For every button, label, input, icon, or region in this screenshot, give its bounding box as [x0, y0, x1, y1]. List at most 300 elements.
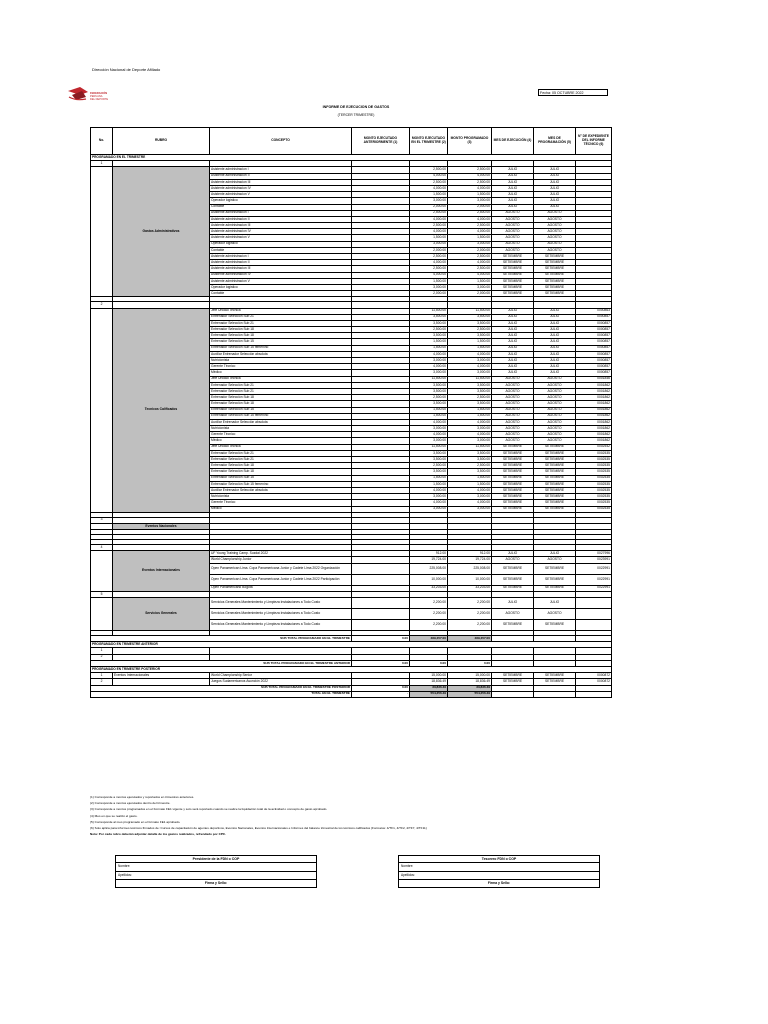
mes-programacion-cell: AGOSTO — [534, 401, 576, 407]
concepto-cell: Entrenador Selección Sub 18 — [210, 327, 352, 333]
monto-trimestre-cell: 3,500.00 — [410, 450, 448, 456]
concepto-cell: Operador logistico — [210, 284, 352, 290]
footnote-bold: Nota: Por cada rubro deberán adjuntar detalle de los gastos realizados, refrendado por CPC. — [90, 832, 226, 837]
concepto-cell: Auxiliar Entrenador Selección absoluta — [210, 419, 352, 425]
col-no: No. — [91, 128, 113, 155]
monto-trimestre-cell: 2,000.00 — [410, 204, 448, 210]
monto-programado-cell: 3,500.00 — [448, 450, 492, 456]
mes-ejecucion-cell: JULIO — [492, 358, 534, 364]
mes-programacion-cell: JULIO — [534, 327, 576, 333]
concepto-cell: Contable — [210, 247, 352, 253]
monto-programado-cell: 3,000.00 — [448, 370, 492, 376]
expediente-cell: 0002535 — [576, 475, 612, 481]
mes-programacion-cell: AGOSTO — [534, 241, 576, 247]
concepto-cell: Asistente administracion II — [210, 260, 352, 266]
signature-box-treasurer — [398, 855, 600, 888]
monto-programado-cell: 3,500.00 — [448, 314, 492, 320]
concepto-cell: Entrenador Selección Sub 18 — [210, 401, 352, 407]
mes-ejecucion-cell: AGOSTO — [492, 235, 534, 241]
col-concepto: CONCEPTO — [210, 128, 352, 155]
mes-ejecucion-cell: SETIEMBRE — [492, 487, 534, 493]
mes-ejecucion-cell: SETIEMBRE — [492, 272, 534, 278]
mes-ejecucion-cell: SETIEMBRE — [492, 463, 534, 469]
monto-trimestre-cell: 1,500.00 — [410, 235, 448, 241]
monto-trimestre-cell: 3,500.00 — [410, 314, 448, 320]
mes-programacion-cell: JULIO — [534, 314, 576, 320]
mes-programacion-cell: JULIO — [534, 339, 576, 345]
monto-programado-cell: 33,203.00 — [448, 585, 492, 591]
mes-ejecucion-cell: AGOSTO — [492, 401, 534, 407]
mes-programacion-cell: SETIEMBRE — [534, 284, 576, 290]
subtotal-programado: 554,256.49 — [448, 691, 492, 697]
empty-cell — [91, 167, 113, 297]
monto-trimestre-cell: 18,836.49 — [410, 679, 448, 685]
expediente-cell: 0002535 — [576, 500, 612, 506]
monto-trimestre-cell: 3,500.00 — [410, 320, 448, 326]
subtotal-trimestre: 0.00 — [410, 660, 448, 666]
subtotal-trimestre: 33,836.49 — [410, 685, 448, 691]
empty-cell — [91, 598, 113, 631]
monto-trimestre-cell: 3,000.00 — [410, 370, 448, 376]
monto-programado-cell: 10,000.00 — [448, 574, 492, 585]
col-mes-ejecucion: MES DE EJECUCIÓN (4) — [492, 128, 534, 155]
col-rubro: RUBRO — [113, 128, 210, 155]
mes-programacion-cell: AGOSTO — [534, 438, 576, 444]
monto-trimestre-cell: 2,500.00 — [410, 395, 448, 401]
subtotal-anterior: 0.00 — [352, 636, 410, 642]
monto-programado-cell: 4,000.00 — [448, 351, 492, 357]
expediente-cell: 0000872 — [576, 673, 612, 679]
monto-programado-cell: 2,200.00 — [448, 598, 492, 609]
mes-programacion-cell: AGOSTO — [534, 382, 576, 388]
mes-ejecucion-cell: JULIO — [492, 320, 534, 326]
expediente-cell: 0002535 — [576, 469, 612, 475]
group-number: 1 — [91, 161, 113, 167]
monto-programado-cell: 2,200.00 — [448, 620, 492, 631]
monto-programado-cell: 2,500.00 — [448, 266, 492, 272]
mes-ejecucion-cell: AGOSTO — [492, 609, 534, 620]
monto-programado-cell: 3,500.00 — [448, 388, 492, 394]
subtotal-anterior: 0.00 — [352, 660, 410, 666]
section-label: PROGRAMADO EN EL TRIMESTRE — [91, 155, 612, 161]
expediente-cell: 0000857 — [576, 339, 612, 345]
mes-ejecucion-cell: SETIEMBRE — [492, 506, 534, 512]
col-mes-programacion: MES DE PROGRAMACIÓN (5) — [534, 128, 576, 155]
mes-programacion-cell: JULIO — [534, 167, 576, 173]
monto-programado-cell: 225,008.00 — [448, 563, 492, 574]
mes-ejecucion-cell: JULIO — [492, 327, 534, 333]
monto-anterior-cell — [352, 609, 410, 620]
rubro-label: Servicios Generales — [113, 598, 210, 631]
mes-ejecucion-cell: AGOSTO — [492, 229, 534, 235]
monto-trimestre-cell: 1,500.00 — [410, 345, 448, 351]
mes-ejecucion-cell: AGOSTO — [492, 557, 534, 563]
subtotal-programado: 489,457.00 — [448, 636, 492, 642]
concepto-cell: Juegos Sudamericanos Asunción 2022 — [210, 679, 352, 685]
mes-programacion-cell: SETIEMBRE — [534, 278, 576, 284]
expediente-cell: 0001862 — [576, 426, 612, 432]
signature-surname-label: Apellidos: — [116, 872, 316, 881]
mes-ejecucion-cell: SETIEMBRE — [492, 679, 534, 685]
group-number: 5 — [91, 591, 113, 597]
monto-programado-cell: 2,500.00 — [448, 327, 492, 333]
concepto-cell: Médico — [210, 506, 352, 512]
concepto-cell: Entrenador Selección Sub 15 — [210, 407, 352, 413]
mes-ejecucion-cell: AGOSTO — [492, 395, 534, 401]
concepto-cell: Jefe Unidad Tecnica — [210, 376, 352, 382]
monto-anterior-cell — [352, 620, 410, 631]
monto-trimestre-cell: 2,000.00 — [410, 291, 448, 297]
mes-programacion-cell: AGOSTO — [534, 426, 576, 432]
mes-programacion-cell: AGOSTO — [534, 216, 576, 222]
monto-trimestre-cell: 4,000.00 — [410, 487, 448, 493]
monto-programado-cell: 1,500.00 — [448, 413, 492, 419]
row-number: 2 — [91, 679, 113, 685]
mes-programacion-cell: AGOSTO — [534, 609, 576, 620]
monto-programado-cell: 1,500.00 — [448, 235, 492, 241]
expediente-cell: 0001862 — [576, 401, 612, 407]
expediente-cell: 0001862 — [576, 432, 612, 438]
monto-trimestre-cell: 2,500.00 — [410, 327, 448, 333]
monto-anterior-cell — [352, 574, 410, 585]
mes-ejecucion-cell: SETIEMBRE — [492, 563, 534, 574]
signature-surname-label: Apellidos: — [399, 872, 599, 881]
rubro-label: Eventos Nacionales — [113, 523, 210, 529]
expediente-cell: 0000857 — [576, 345, 612, 351]
concepto-cell: Jefe Unidad Tecnica — [210, 444, 352, 450]
mes-programacion-cell: JULIO — [534, 198, 576, 204]
rubro-label: Tecnicos Calificados — [113, 308, 210, 512]
monto-programado-cell: 11,500.00 — [448, 308, 492, 314]
footnote: (3) Corresponde a montos programados en el Formato FE1 vigente y solo será reportado cuando se realice la liquidación total de la actividad o concepto de gasto aprobado. — [90, 807, 328, 812]
mes-programacion-cell: SETIEMBRE — [534, 673, 576, 679]
signature-box-president — [115, 855, 317, 888]
monto-trimestre-cell: 3,000.00 — [410, 494, 448, 500]
mes-ejecucion-cell: AGOSTO — [492, 247, 534, 253]
concepto-cell: Auxiliar Entrenador Selección absoluta — [210, 351, 352, 357]
mes-programacion-cell: JULIO — [534, 370, 576, 376]
mes-programacion-cell: SETIEMBRE — [534, 469, 576, 475]
concepto-cell: Asistente administracion III — [210, 179, 352, 185]
mes-ejecucion-cell: SETIEMBRE — [492, 278, 534, 284]
subtotal-programado: 33,836.49 — [448, 685, 492, 691]
mes-ejecucion-cell: AGOSTO — [492, 376, 534, 382]
mes-ejecucion-cell: SETIEMBRE — [492, 574, 534, 585]
row-number: 1 — [91, 648, 113, 654]
footnote: (2) Corresponde a montos ejecutados dentro del trimestre. — [90, 801, 171, 806]
concepto-cell: Asistente administracion II — [210, 216, 352, 222]
concepto-cell: Entrenador Selección Sub 21 — [210, 388, 352, 394]
monto-programado-cell: 4,000.00 — [448, 229, 492, 235]
subtotal-programado: 0.00 — [448, 660, 492, 666]
mes-ejecucion-cell: AGOSTO — [492, 210, 534, 216]
concepto-cell: Jefe Unidad Tecnica — [210, 308, 352, 314]
monto-programado-cell: 19,724.00 — [448, 557, 492, 563]
mes-ejecucion-cell: SETIEMBRE — [492, 260, 534, 266]
mes-programacion-cell: JULIO — [534, 333, 576, 339]
concepto-cell: World Championship Senior — [210, 673, 352, 679]
mes-ejecucion-cell: JULIO — [492, 351, 534, 357]
monto-trimestre-cell: 1,500.00 — [410, 475, 448, 481]
row-number: 1 — [91, 673, 113, 679]
concepto-cell: Asistente administracion V — [210, 278, 352, 284]
concepto-cell: Open Panamerican Lima. Copa Panamericana Junior y Cadete Lima 2022 Organización — [210, 563, 352, 574]
expediente-cell: 0000872 — [576, 679, 612, 685]
expediente-cell: 0001862 — [576, 388, 612, 394]
mes-ejecucion-cell: JULIO — [492, 204, 534, 210]
monto-trimestre-cell: 3,500.00 — [410, 333, 448, 339]
monto-trimestre-cell: 3,500.00 — [410, 469, 448, 475]
monto-programado-cell: 2,200.00 — [448, 609, 492, 620]
monto-trimestre-cell: 3,000.00 — [410, 506, 448, 512]
subtotal-anterior: - — [352, 691, 410, 697]
monto-programado-cell: 3,000.00 — [448, 284, 492, 290]
col-expediente: N° DE EXPEDIENTE DEL INFORME TÉCNICO (6) — [576, 128, 612, 155]
expediente-cell: 0000857 — [576, 333, 612, 339]
monto-programado-cell: 2,500.00 — [448, 223, 492, 229]
mes-ejecucion-cell: JULIO — [492, 167, 534, 173]
concepto-cell: Entrenador Selección Sub 18 — [210, 333, 352, 339]
monto-programado-cell: 912.00 — [448, 551, 492, 557]
expediente-cell: 0001862 — [576, 407, 612, 413]
monto-programado-cell: 2,500.00 — [448, 167, 492, 173]
mes-ejecucion-cell: AGOSTO — [492, 419, 534, 425]
monto-programado-cell: 18,836.49 — [448, 679, 492, 685]
concepto-cell: Entrenador Selección Sub 15 femenino — [210, 345, 352, 351]
mes-programacion-cell: SETIEMBRE — [534, 254, 576, 260]
svg-text:FEDERACIÓN: FEDERACIÓN — [90, 92, 108, 95]
monto-programado-cell: 3,500.00 — [448, 469, 492, 475]
mes-programacion-cell: AGOSTO — [534, 235, 576, 241]
empty-cell — [91, 551, 113, 592]
concepto-cell: Servicios Generales Mantenimiento y Limpieza Instalaciones a Todo Costo — [210, 609, 352, 620]
monto-trimestre-cell: 4,000.00 — [410, 260, 448, 266]
mes-programacion-cell: AGOSTO — [534, 407, 576, 413]
monto-programado-cell: 3,000.00 — [448, 198, 492, 204]
mes-ejecucion-cell: JULIO — [492, 364, 534, 370]
expediente-cell: 0002542 — [576, 444, 612, 450]
signature-name-label: Nombre: — [399, 863, 599, 872]
monto-anterior-cell — [352, 563, 410, 574]
col-monto-trimestre: MONTO EJECUTADO EN EL TRIMESTRE (2) — [410, 128, 448, 155]
concepto-cell: Nutricionista — [210, 426, 352, 432]
monto-trimestre-cell: 2,500.00 — [410, 223, 448, 229]
table-header-row — [91, 128, 612, 155]
expediente-cell: 0022991 — [576, 585, 612, 591]
monto-trimestre-cell: 4,000.00 — [410, 216, 448, 222]
group-number: 2 — [91, 302, 113, 308]
monto-programado-cell: 2,000.00 — [448, 204, 492, 210]
expediente-cell: 0002535 — [576, 494, 612, 500]
signature-sign-label: Firma y Sello: — [487, 881, 511, 885]
mes-programacion-cell: SETIEMBRE — [534, 291, 576, 297]
report-subtitle: (TERCER TRIMESTRE) — [337, 113, 375, 117]
monto-programado-cell: 4,000.00 — [448, 500, 492, 506]
mes-programacion-cell: SETIEMBRE — [534, 563, 576, 574]
mes-ejecucion-cell: SETIEMBRE — [492, 585, 534, 591]
mes-programacion-cell: SETIEMBRE — [534, 475, 576, 481]
footnote: (1) Corresponde a montos ejecutados y reportados en trimestres anteriores. — [90, 795, 195, 799]
monto-trimestre-cell: 19,724.00 — [410, 557, 448, 563]
monto-trimestre-cell: 3,000.00 — [410, 198, 448, 204]
subtotal-row — [91, 691, 612, 697]
monto-trimestre-cell: 4,000.00 — [410, 173, 448, 179]
subtotal-label: SUB TOTAL PROGRAMADO EN EL TRIMESTRE POSTERIOR — [91, 685, 352, 691]
expediente-cell: 0000857 — [576, 364, 612, 370]
expediente-cell: 0000857 — [576, 358, 612, 364]
monto-trimestre-cell: 11,500.00 — [410, 376, 448, 382]
mes-ejecucion-cell: JULIO — [492, 333, 534, 339]
monto-programado-cell: 4,000.00 — [448, 216, 492, 222]
monto-trimestre-cell: 11,500.00 — [410, 308, 448, 314]
mes-programacion-cell: JULIO — [534, 351, 576, 357]
col-monto-programado: MONTO PROGRAMADO (3) — [448, 128, 492, 155]
empty-cell — [492, 691, 534, 697]
monto-trimestre-cell: 1,500.00 — [410, 413, 448, 419]
mes-programacion-cell: AGOSTO — [534, 413, 576, 419]
monto-anterior-cell — [352, 598, 410, 609]
mes-programacion-cell: SETIEMBRE — [534, 620, 576, 631]
monto-programado-cell: 3,500.00 — [448, 382, 492, 388]
monto-trimestre-cell: 4,000.00 — [410, 364, 448, 370]
mes-ejecucion-cell: JULIO — [492, 308, 534, 314]
mes-ejecucion-cell: JULIO — [492, 192, 534, 198]
svg-text:DEL DEPORTE: DEL DEPORTE — [90, 98, 109, 101]
mes-programacion-cell: AGOSTO — [534, 223, 576, 229]
mes-programacion-cell: JULIO — [534, 598, 576, 609]
concepto-cell: Servicios Generales Mantenimiento y Limpieza Instalaciones a Todo Costo — [210, 620, 352, 631]
monto-programado-cell: 1,500.00 — [448, 278, 492, 284]
subtotal-label: SUB TOTAL PROGRAMADO EN EL TRIMESTRE — [91, 636, 352, 642]
mes-ejecucion-cell: SETIEMBRE — [492, 266, 534, 272]
monto-programado-cell: 4,000.00 — [448, 173, 492, 179]
expediente-cell: 0002535 — [576, 487, 612, 493]
mes-ejecucion-cell: JULIO — [492, 173, 534, 179]
monto-programado-cell: 4,000.00 — [448, 260, 492, 266]
monto-programado-cell: 11,500.00 — [448, 444, 492, 450]
monto-trimestre-cell: 4,000.00 — [410, 185, 448, 191]
mes-programacion-cell: SETIEMBRE — [534, 450, 576, 456]
mes-ejecucion-cell: AGOSTO — [492, 407, 534, 413]
mes-programacion-cell: JULIO — [534, 308, 576, 314]
rubro-label: Gastos Administrativos — [113, 167, 210, 297]
report-date: Fecha: 05 OCTUBRE 2022 — [538, 89, 608, 96]
concepto-cell: Gerente Técnico — [210, 364, 352, 370]
expediente-cell: 0001862 — [576, 419, 612, 425]
mes-ejecucion-cell: JULIO — [492, 185, 534, 191]
monto-trimestre-cell: 3,500.00 — [410, 401, 448, 407]
mes-programacion-cell: SETIEMBRE — [534, 444, 576, 450]
concepto-cell: Entrenador Selección Sub 21 — [210, 450, 352, 456]
concepto-cell: Asistente administracion III — [210, 266, 352, 272]
monto-trimestre-cell: 225,008.00 — [410, 563, 448, 574]
mes-ejecucion-cell: SETIEMBRE — [492, 444, 534, 450]
expediente-cell: 0001862 — [576, 395, 612, 401]
signature-title: Presidente de la FDN o COP — [116, 856, 316, 863]
mes-programacion-cell: JULIO — [534, 204, 576, 210]
mes-programacion-cell: JULIO — [534, 320, 576, 326]
mes-programacion-cell: AGOSTO — [534, 388, 576, 394]
empty-cell — [576, 691, 612, 697]
monto-trimestre-cell: 1,500.00 — [410, 192, 448, 198]
mes-programacion-cell: SETIEMBRE — [534, 272, 576, 278]
monto-programado-cell: 3,000.00 — [448, 241, 492, 247]
mes-programacion-cell: SETIEMBRE — [534, 506, 576, 512]
expediente-cell: 0002535 — [576, 457, 612, 463]
monto-trimestre-cell: 912.00 — [410, 551, 448, 557]
footnotes — [90, 794, 610, 837]
concepto-cell: Open Panamericano Bogotá — [210, 585, 352, 591]
monto-trimestre-cell: 3,000.00 — [410, 284, 448, 290]
expediente-cell — [576, 609, 612, 620]
mes-ejecucion-cell: SETIEMBRE — [492, 475, 534, 481]
concepto-cell: Gerente Técnico — [210, 500, 352, 506]
mes-ejecucion-cell: AGOSTO — [492, 241, 534, 247]
monto-trimestre-cell: 3,000.00 — [410, 426, 448, 432]
mes-programacion-cell: SETIEMBRE — [534, 457, 576, 463]
concepto-cell: Operador logistico — [210, 241, 352, 247]
concepto-cell: Open Panamerican Lima. Copa Panamericana Junior y Cadete Lima 2022 Participación — [210, 574, 352, 585]
monto-programado-cell: 2,500.00 — [448, 254, 492, 260]
mes-programacion-cell: SETIEMBRE — [534, 679, 576, 685]
mes-ejecucion-cell: JULIO — [492, 551, 534, 557]
monto-trimestre-cell: 2,500.00 — [410, 167, 448, 173]
empty-cell — [534, 691, 576, 697]
monto-programado-cell: 1,500.00 — [448, 481, 492, 487]
mes-ejecucion-cell: SETIEMBRE — [492, 494, 534, 500]
mes-ejecucion-cell: JULIO — [492, 339, 534, 345]
mes-programacion-cell: AGOSTO — [534, 395, 576, 401]
mes-programacion-cell: AGOSTO — [534, 419, 576, 425]
expediente-cell: 0000863 — [576, 308, 612, 314]
monto-programado-cell: 3,500.00 — [448, 401, 492, 407]
monto-programado-cell: 3,500.00 — [448, 320, 492, 326]
monto-trimestre-cell: 3,500.00 — [410, 457, 448, 463]
mes-programacion-cell: AGOSTO — [534, 557, 576, 563]
mes-ejecucion-cell: AGOSTO — [492, 413, 534, 419]
monto-trimestre-cell: 2,500.00 — [410, 463, 448, 469]
concepto-cell: Entrenador Selección Sub 15 femenino — [210, 413, 352, 419]
monto-trimestre-cell: 2,200.00 — [410, 620, 448, 631]
expediente-cell: 0002535 — [576, 481, 612, 487]
concepto-cell: Contable — [210, 291, 352, 297]
concepto-cell: Entrenador Selección Sub 18 — [210, 395, 352, 401]
mes-programacion-cell: SETIEMBRE — [534, 463, 576, 469]
section-label: PROGRAMADO EN TRIMESTRE POSTERIOR — [91, 666, 612, 672]
mes-programacion-cell: AGOSTO — [534, 229, 576, 235]
monto-programado-cell: 2,500.00 — [448, 395, 492, 401]
concepto-cell: Entrenador Selección Sub 18 — [210, 463, 352, 469]
expediente-cell: 0022991 — [576, 574, 612, 585]
monto-trimestre-cell: 11,500.00 — [410, 444, 448, 450]
group-number: 4 — [91, 545, 113, 551]
mes-ejecucion-cell: SETIEMBRE — [492, 291, 534, 297]
monto-programado-cell: 4,000.00 — [448, 487, 492, 493]
mes-programacion-cell: JULIO — [534, 551, 576, 557]
concepto-cell: Nutricionista — [210, 494, 352, 500]
expense-table — [90, 127, 612, 698]
mes-programacion-cell: SETIEMBRE — [534, 487, 576, 493]
monto-programado-cell: 4,000.00 — [448, 364, 492, 370]
signature-sign-label: Firma y Sello: — [204, 881, 228, 885]
concepto-cell: Asistente administracion III — [210, 223, 352, 229]
monto-trimestre-cell: 33,203.00 — [410, 585, 448, 591]
mes-ejecucion-cell: AGOSTO — [492, 426, 534, 432]
monto-programado-cell: 1,500.00 — [448, 192, 492, 198]
mes-programacion-cell: JULIO — [534, 358, 576, 364]
concepto-cell: Servicios Generales Mantenimiento y Limpieza Instalaciones a Todo Costo — [210, 598, 352, 609]
monto-trimestre-cell: 1,500.00 — [410, 481, 448, 487]
